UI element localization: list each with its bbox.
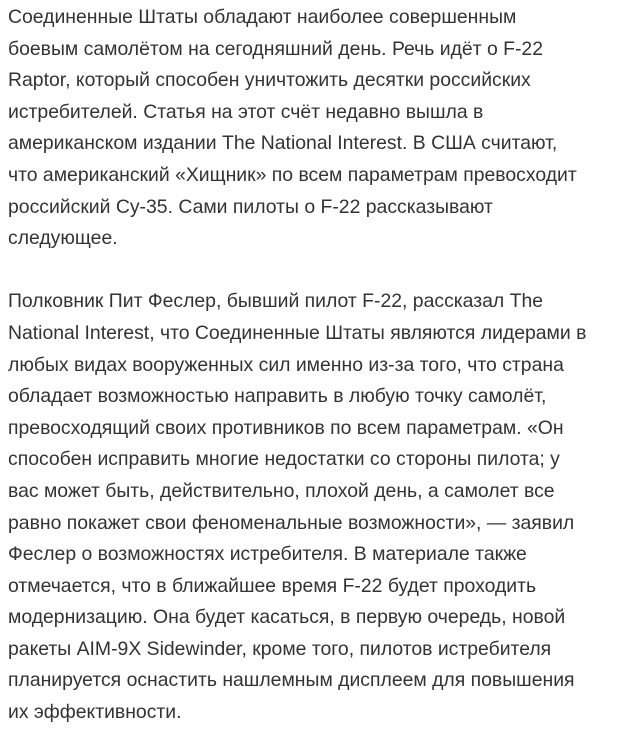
paragraph-line: что американский «Хищник» по всем параметрам превосходит — [8, 163, 577, 186]
paragraph-line: превосходящий своих противников по всем параметрам. «Он — [8, 416, 564, 439]
paragraph-line: способен исправить многие недостатки со стороны пилота; у — [8, 448, 560, 471]
article-paragraph-1 — [8, 2, 635, 255]
paragraph-line: Соединенные Штаты обладают наиболее совершенным — [8, 6, 517, 28]
paragraph-line: Raptor, который способен уничтожить десятки российских — [8, 69, 531, 92]
paragraph-line: Феслер о возможностях истребителя. В материале также — [8, 543, 527, 566]
paragraph-line: истребителей. Статья на этот счёт недавно вышла в — [8, 100, 484, 123]
paragraph-line: американском издании The National Interest. В США считают, — [8, 132, 558, 155]
paragraph-line: их эффективности. — [8, 701, 182, 724]
paragraph-line: российский Су-35. Сами пилоты о F-22 рассказывают — [8, 195, 493, 218]
paragraph-line: отмечается, что в ближайшее время F-22 будет проходить — [8, 574, 537, 597]
paragraph-line: ракеты AIM-9X Sidewinder, кроме того, пилотов истребителя — [8, 637, 552, 660]
paragraph-line: планируется оснастить нашлемным дисплеем для повышения — [8, 669, 575, 692]
paragraph-line: вас может быть, действительно, плохой день, а самолет все — [8, 479, 555, 502]
paragraph-line: любых видах вооруженных сил именно из-за того, что страна — [8, 353, 564, 376]
paragraph-line: National Interest, что Соединенные Штаты являются лидерами в — [8, 321, 587, 344]
paragraph-line: боевым самолётом на сегодняшний день. Речь идёт о F-22 — [8, 37, 544, 60]
paragraph-line: следующее. — [8, 227, 118, 250]
article-paragraph-2 — [8, 286, 635, 728]
paragraph-line: Полковник Пит Феслер, бывший пилот F-22, рассказал The — [8, 290, 544, 313]
paragraph-line: равно покажет свои феноменальные возможности», — заявил — [8, 511, 575, 534]
paragraph-line: обладает возможностью направить в любую точку самолёт, — [8, 385, 547, 408]
paragraph-line: модернизацию. Она будет касаться, в первую очередь, новой — [8, 606, 566, 629]
